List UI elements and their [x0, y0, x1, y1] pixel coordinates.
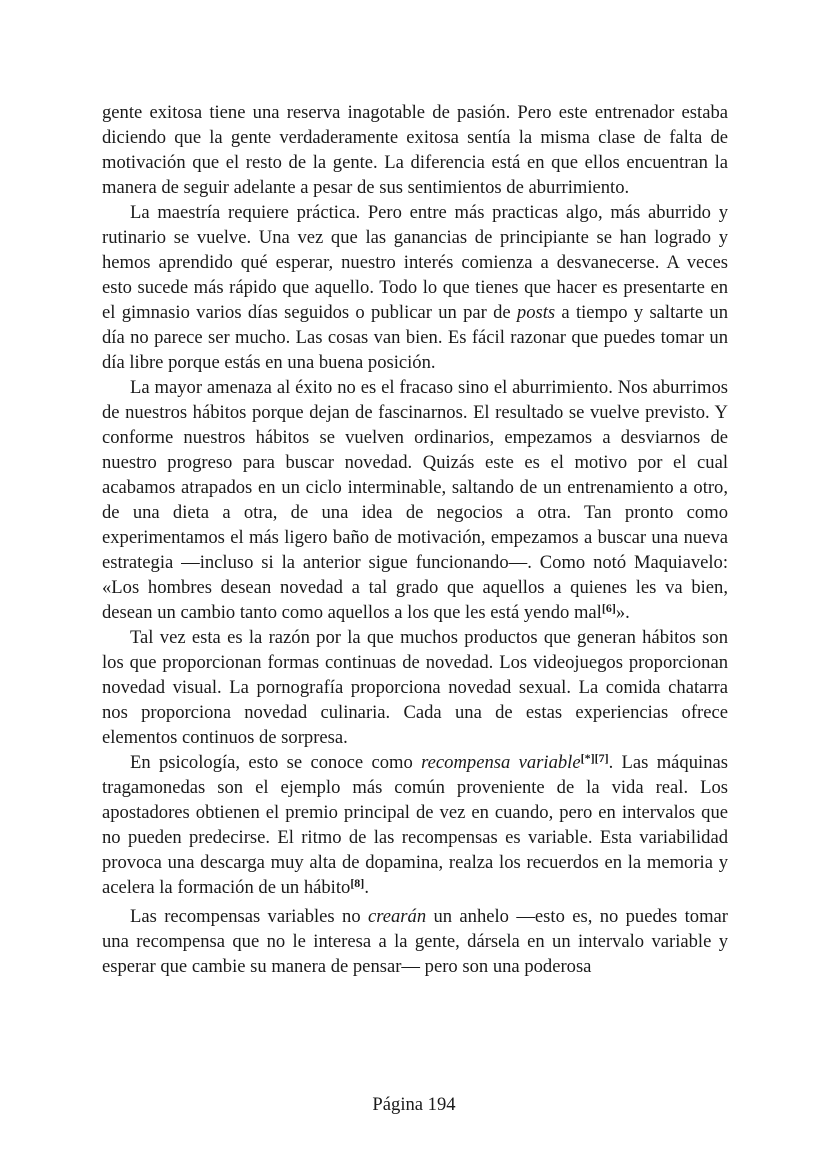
text-run: . Las máquinas tragamonedas son el ejemplo más común proveniente de la vida real. Los apostadores obtienen el premio principal de vez en cuando, pero en intervalos que no pueden predecirse. El ritmo de las recompensas es variable. Esta variabilidad provoca una descarga muy alta de dopamina, realza los recuerdos en la memoria y acelera la formación de un hábito — [102, 752, 728, 898]
footnote-reference[interactable]: [*][7] — [580, 751, 609, 765]
footnote-reference[interactable]: [6] — [601, 601, 616, 615]
text-run: En psicología, esto se conoce como — [130, 752, 422, 773]
paragraph — [102, 904, 728, 979]
paragraph — [102, 625, 728, 750]
text-run: ». — [615, 602, 630, 623]
emphasized-text: recompensa variable — [421, 752, 581, 773]
paragraph — [102, 750, 728, 900]
paragraph — [102, 100, 728, 200]
text-run: a tiempo y saltarte un día no parece ser mucho. Las cosas van bien. Es fácil razonar que puedes tomar un día libre porque estás en una buena posición. — [102, 302, 728, 373]
body-text — [102, 100, 728, 979]
text-run: gente exitosa tiene una reserva inagotable de pasión. Pero este entrenador estaba diciendo que la gente verdaderamente exitosa sentía la misma clase de falta de motivación que el resto de la gente. La diferencia está en que ellos encuentran la manera de seguir adelante a pesar de sus sentimientos de aburrimiento. — [102, 102, 728, 198]
text-run: un anhelo —esto es, no puedes tomar una recompensa que no le interesa a la gente, dársela en un intervalo variable y esperar que cambie su manera de pensar— pero son una poderosa — [102, 906, 728, 977]
page-number: Página 194 — [372, 1094, 456, 1115]
text-run: La maestría requiere práctica. Pero entre más practicas algo, más aburrido y rutinario se vuelve. Una vez que las ganancias de principiante se han logrado y hemos aprendido qué esperar, nuestro interés comienza a desvanecerse. A veces esto sucede más rápido que aquello. Todo lo que tienes que hacer es presentarte en el gimnasio varios días seguidos o publicar un par de — [102, 202, 728, 323]
emphasized-text: crearán — [367, 906, 427, 927]
footnote-reference[interactable]: [8] — [350, 876, 365, 890]
text-run: Tal vez esta es la razón por la que muchos productos que generan hábitos son los que proporcionan formas continuas de novedad. Los videojuegos proporcionan novedad visual. La pornografía proporciona novedad sexual. La comida chatarra nos proporciona novedad culinaria. Cada una de estas experiencias ofrece elementos continuos de sorpresa. — [102, 627, 728, 748]
text-run: Las recompensas variables no — [130, 906, 368, 927]
paragraph — [102, 200, 728, 375]
emphasized-text: posts — [516, 302, 556, 323]
paragraph — [102, 375, 728, 625]
text-run: . — [364, 877, 369, 898]
text-run: La mayor amenaza al éxito no es el fracaso sino el aburrimiento. Nos aburrimos de nuestros hábitos porque dejan de fascinarnos. El resultado se vuelve previsto. Y conforme nuestros hábitos se vuelven ordinarios, empezamos a desviarnos de nuestro progreso para buscar novedad. Quizás este es el motivo por el cual acabamos atrapados en un ciclo interminable, saltando de un entrenamiento a otro, de una dieta a otra, de una idea de negocios a otra. Tan pronto como experimentamos el más ligero baño de motivación, empezamos a buscar una nueva estrategia —incluso si la anterior sigue funcionando—. Como notó Maquiavelo: «Los hombres desean novedad a tal grado que aquellos a quienes les va bien, desean un cambio tanto como aquellos a los que les está yendo mal — [102, 377, 728, 623]
